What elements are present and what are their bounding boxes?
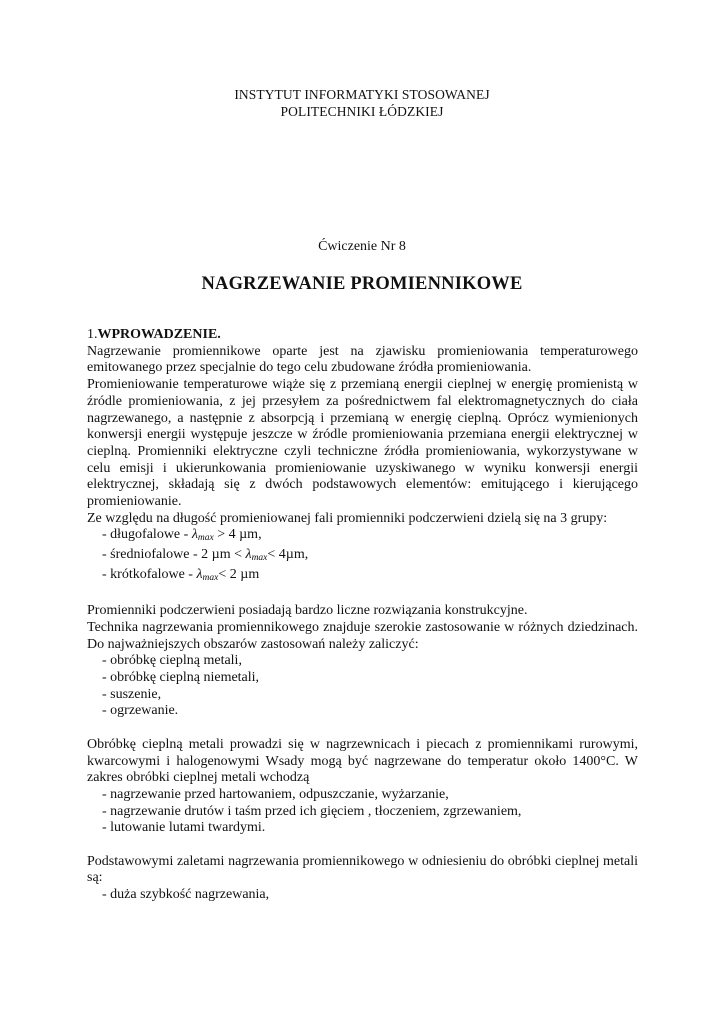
- list-item: - nagrzewanie przed hartowaniem, odpuszczanie, wyżarzanie,: [102, 786, 449, 802]
- paragraph-constructions: Promienniki podczerwieni posiadają bardzo liczne rozwiązania konstrukcyjne.: [87, 603, 528, 619]
- list-item: - lutowanie lutami twardymi.: [102, 820, 266, 836]
- section-title: WPROWADZENIE.: [97, 327, 221, 342]
- paragraph-applications: Technika nagrzewania promiennikowego znajduje szerokie zastosowanie w różnych dziedzinach. Do najważniejszych obszarów zastosowań należy zaliczyć:: [87, 619, 638, 652]
- institute-line-1: INSTYTUT INFORMATYKI STOSOWANEJ: [234, 87, 490, 102]
- institute-header: [0, 86, 724, 120]
- institute-line-2: POLITECHNIKI ŁÓDZKIEJ: [280, 104, 444, 119]
- advantages-list: [87, 887, 638, 904]
- list-item: - obróbkę cieplną metali,: [102, 653, 242, 669]
- list-item: - długofalowe - $\lambda_{max} > 4$ µm,: [102, 527, 262, 544]
- application-areas-list: [87, 653, 638, 720]
- wave-groups-list: [87, 527, 638, 586]
- spacer: [87, 720, 638, 737]
- list-item: - ogrzewanie.: [102, 703, 179, 719]
- paragraph-intro: Nagrzewanie promiennikowe oparte jest na zjawisku promieniowania temperaturowego emitowanego przez specjalnie do tego celu zbudowane źródła promieniowania.: [87, 343, 638, 376]
- list-item: - suszenie,: [102, 686, 162, 702]
- list-item: - krótkofalowe - $\lambda_{max}< 2$ µm: [102, 566, 260, 583]
- paragraph-advantages: Podstawowymi zaletami nagrzewania promiennikowego w odniesieniu do obróbki cieplnej metali są:: [87, 853, 638, 886]
- spacer: [87, 837, 638, 854]
- paragraph-metal-treatment: Obróbkę cieplną metali prowadzi się w nagrzewnicach i piecach z promiennikami rurowymi, kwarcowymi i halogenowymi Wsady mogą być nagrzewane do temperatur około 1400°C. W zakres obróbki cieplnej metali wchodzą: [87, 736, 638, 786]
- document-body: [87, 327, 638, 904]
- list-item: - duża szybkość nagrzewania,: [102, 887, 270, 903]
- section-heading: [87, 327, 638, 344]
- spacer: [87, 587, 638, 604]
- exercise-number: Ćwiczenie Nr 8: [318, 239, 406, 254]
- section-number: 1.: [87, 327, 98, 342]
- paragraph-groups-intro: Ze względu na długość promieniowanej fali promienniki podczerwieni dzielą się na 3 grupy:: [87, 510, 608, 526]
- metal-treatments-list: [87, 787, 638, 837]
- list-item: - nagrzewanie drutów i taśm przed ich gięciem , tłoczeniem, zgrzewaniem,: [102, 803, 522, 819]
- paragraph-radiation: Promieniowanie temperaturowe wiąże się z przemianą energii cieplnej w energię promienistą w źródle promieniowania, z jej przesyłem za pośrednictwem fal elektromagnetycznych do ciała nagrzewanego, a następnie z absorpcją i przemianą w energię cieplną. Oprócz wymienionych konwersji energii występuje jeszcze w źródle promieniowania przemiana energii elektrycznej w cieplną. Promienniki elektryczne czyli techniczne źródła promieniowania, wykorzystywane w celu emisji i ukierunkowania promieniowanie uzyskiwanego w wyniku konwersji energii elektrycznej, składają się z dwóch podstawowych elementów: emitującego i kierującego promieniowanie.: [87, 377, 638, 510]
- list-item: - obróbkę cieplną niemetali,: [102, 670, 260, 686]
- list-item: - średniofalowe - 2 $\mu m < \lambda_{max}< 4\mu m$,: [102, 547, 309, 564]
- document-title: NAGRZEWANIE PROMIENNIKOWE: [201, 274, 523, 294]
